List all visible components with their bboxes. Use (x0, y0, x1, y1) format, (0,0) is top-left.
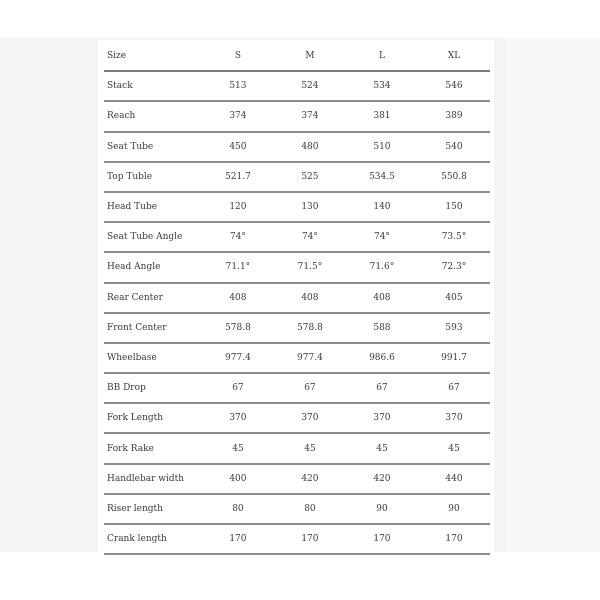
cell-size-s: 977.4 (202, 343, 274, 373)
cell-size-xl: 370 (418, 403, 490, 433)
cell-size-s: 74° (202, 222, 274, 252)
cell-size-xl: 389 (418, 101, 490, 131)
row-label: Handlebar width (104, 464, 202, 494)
cell-size-s: 450 (202, 132, 274, 162)
cell-size-xl: 90 (418, 494, 490, 524)
cell-size-m: 170 (274, 524, 346, 554)
cell-size-s: 67 (202, 373, 274, 403)
cell-size-xl: 73.5° (418, 222, 490, 252)
cell-size-s: 120 (202, 192, 274, 222)
row-label: BB Drop (104, 373, 202, 403)
cell-size-m: 71.5° (274, 252, 346, 282)
cell-size-m: 80 (274, 494, 346, 524)
cell-size-xl: 45 (418, 433, 490, 463)
cell-size-l: 140 (346, 192, 418, 222)
cell-size-l: 67 (346, 373, 418, 403)
cell-size-l: 588 (346, 313, 418, 343)
cell-size-xl: 540 (418, 132, 490, 162)
cell-size-s: 170 (202, 524, 274, 554)
cell-size-xl: 593 (418, 313, 490, 343)
row-label: Head Tube (104, 192, 202, 222)
row-label: Rear Center (104, 283, 202, 313)
cell-size-m: 420 (274, 464, 346, 494)
table-row (104, 192, 490, 222)
cell-size-xl: 72.3° (418, 252, 490, 282)
cell-size-s: 400 (202, 464, 274, 494)
table-row (104, 494, 490, 524)
cell-size-xl: 67 (418, 373, 490, 403)
cell-size-m: 525 (274, 162, 346, 192)
row-label: Fork Length (104, 403, 202, 433)
header-size-xl: XL (418, 42, 490, 71)
table-row (104, 313, 490, 343)
table-row (104, 283, 490, 313)
table-row (104, 101, 490, 131)
cell-size-s: 45 (202, 433, 274, 463)
cell-size-l: 45 (346, 433, 418, 463)
table-row (104, 222, 490, 252)
cell-size-m: 67 (274, 373, 346, 403)
table-row (104, 403, 490, 433)
cell-size-m: 578.8 (274, 313, 346, 343)
cell-size-xl: 550.8 (418, 162, 490, 192)
table-row (104, 343, 490, 373)
header-size-l: L (346, 42, 418, 71)
cell-size-m: 408 (274, 283, 346, 313)
cell-size-l: 534.5 (346, 162, 418, 192)
table-row (104, 433, 490, 463)
cell-size-l: 90 (346, 494, 418, 524)
cell-size-s: 513 (202, 71, 274, 101)
row-label: Stack (104, 71, 202, 101)
cell-size-m: 977.4 (274, 343, 346, 373)
cell-size-m: 524 (274, 71, 346, 101)
cell-size-s: 408 (202, 283, 274, 313)
cell-size-l: 370 (346, 403, 418, 433)
cell-size-m: 374 (274, 101, 346, 131)
row-label: Head Angle (104, 252, 202, 282)
row-label: Front Center (104, 313, 202, 343)
cell-size-l: 381 (346, 101, 418, 131)
cell-size-xl: 150 (418, 192, 490, 222)
table-header-row (104, 42, 490, 71)
table-row (104, 162, 490, 192)
row-label: Riser length (104, 494, 202, 524)
cell-size-l: 170 (346, 524, 418, 554)
cell-size-s: 578.8 (202, 313, 274, 343)
table-row (104, 373, 490, 403)
cell-size-xl: 170 (418, 524, 490, 554)
row-label: Reach (104, 101, 202, 131)
cell-size-l: 71.6° (346, 252, 418, 282)
table-row (104, 252, 490, 282)
row-label: Seat Tube Angle (104, 222, 202, 252)
cell-size-xl: 405 (418, 283, 490, 313)
header-size-s: S (202, 42, 274, 71)
cell-size-xl: 440 (418, 464, 490, 494)
cell-size-s: 374 (202, 101, 274, 131)
header-size-m: M (274, 42, 346, 71)
row-label: Top Tuble (104, 162, 202, 192)
cell-size-l: 74° (346, 222, 418, 252)
cell-size-l: 986.6 (346, 343, 418, 373)
background-panel-edge (506, 38, 600, 552)
row-label: Crank length (104, 524, 202, 554)
cell-size-s: 521.7 (202, 162, 274, 192)
cell-size-l: 408 (346, 283, 418, 313)
header-size-label: Size (104, 42, 202, 71)
cell-size-m: 45 (274, 433, 346, 463)
cell-size-m: 74° (274, 222, 346, 252)
geometry-table (104, 42, 490, 555)
cell-size-l: 420 (346, 464, 418, 494)
table-row (104, 132, 490, 162)
cell-size-m: 130 (274, 192, 346, 222)
cell-size-xl: 991.7 (418, 343, 490, 373)
cell-size-l: 534 (346, 71, 418, 101)
row-label: Wheelbase (104, 343, 202, 373)
cell-size-xl: 546 (418, 71, 490, 101)
cell-size-s: 71.1° (202, 252, 274, 282)
row-label: Fork Rake (104, 433, 202, 463)
table-row (104, 464, 490, 494)
row-label: Seat Tube (104, 132, 202, 162)
cell-size-s: 370 (202, 403, 274, 433)
table-row (104, 524, 490, 554)
cell-size-l: 510 (346, 132, 418, 162)
cell-size-s: 80 (202, 494, 274, 524)
table-row (104, 71, 490, 101)
cell-size-m: 370 (274, 403, 346, 433)
geometry-table-body (104, 42, 490, 554)
cell-size-m: 480 (274, 132, 346, 162)
